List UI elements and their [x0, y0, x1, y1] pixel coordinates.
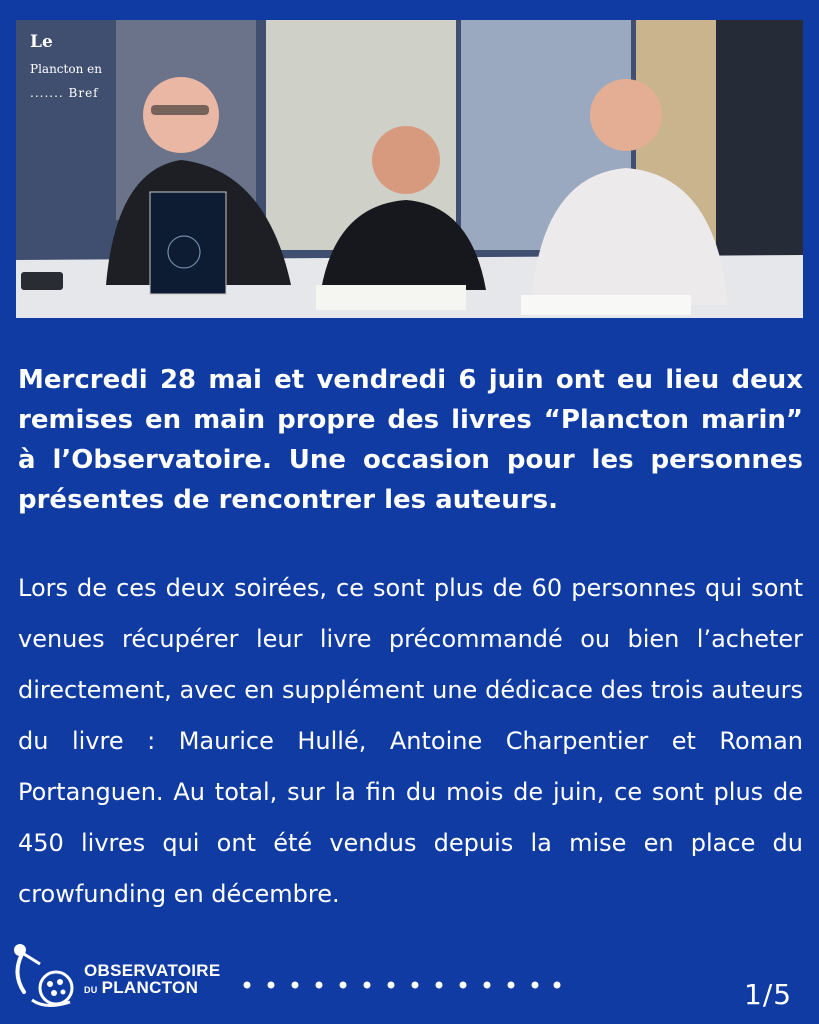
body-paragraph: Lors de ces deux soirées, ce sont plus de 60 personnes qui sont venues récupérer leur livre précommandé ou bien l’acheter directement, avec en supplément une dédicace des trois auteurs du livre : Maurice Hullé, Antoine Charpentier et Roman Portanguen. Au total, sur la fin du mois de juin, ce sont plus de 450 livres qui ont été vendus depuis la mise en place du crowfunding en décembre.	[18, 574, 803, 908]
magazine-brand	[30, 32, 102, 100]
plankton-logo-icon	[10, 940, 82, 1010]
dot-separator	[242, 977, 562, 993]
brand-line-3: ....... Bref	[30, 86, 99, 100]
headline: Mercredi 28 mai et vendredi 6 juin ont eu lieu deux remises en main propre des livres “Plancton marin” à l’Observatoire. Une occasion pour les personnes présentes de rencontrer les auteurs.	[18, 365, 803, 515]
observatoire-logo	[10, 940, 250, 1010]
brand-line-2: Plancton en	[30, 62, 102, 76]
brand-line-1: Le	[30, 32, 53, 52]
logo-line-2: PLANCTON	[101, 978, 199, 997]
page-indicator: 1/5	[744, 978, 793, 1011]
header-photo	[16, 20, 803, 318]
logo-wordmark	[84, 962, 220, 999]
logo-du: DU	[84, 985, 98, 995]
logo-line-1: OBSERVATOIRE	[84, 961, 221, 980]
